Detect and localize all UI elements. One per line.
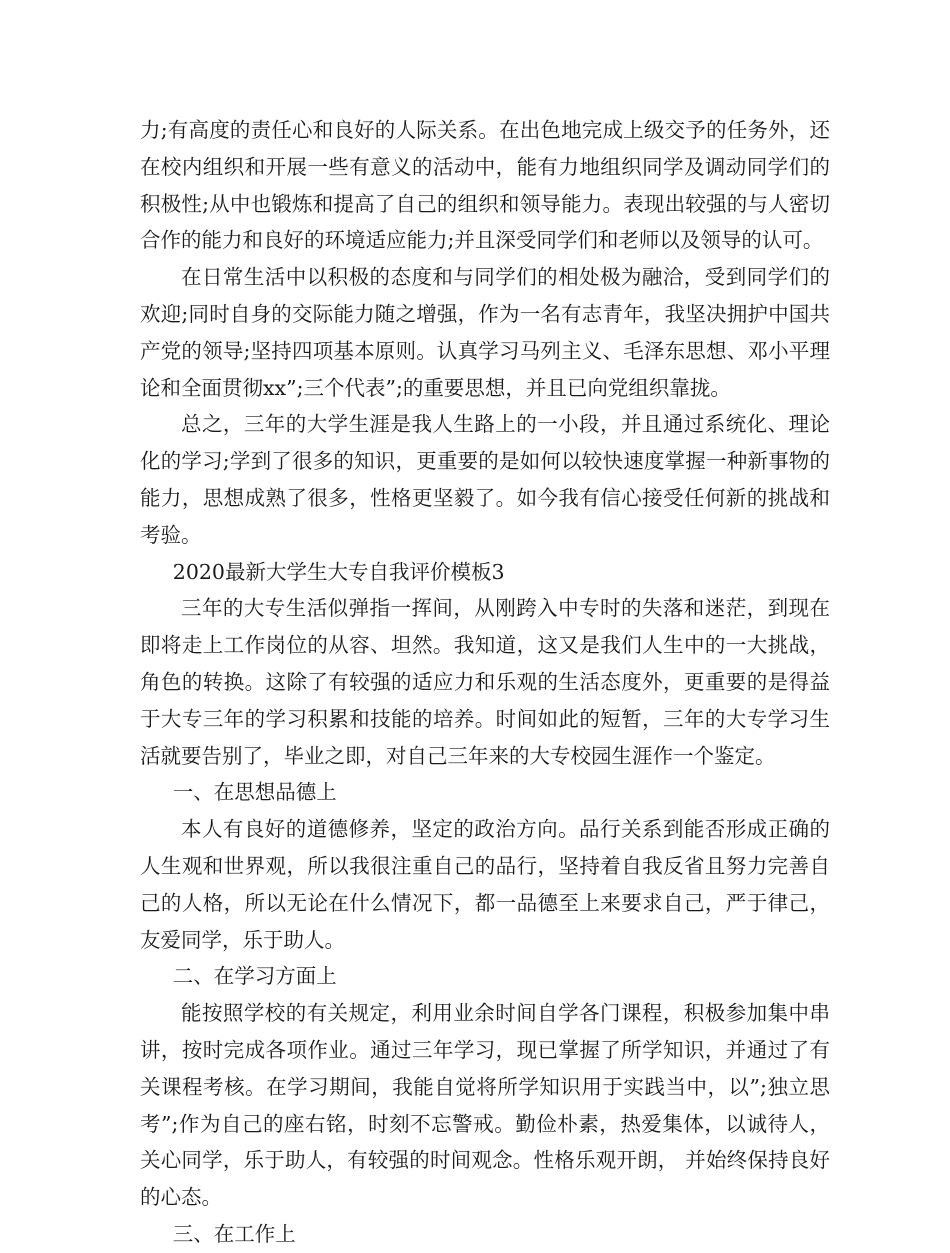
document-body <box>140 112 830 1253</box>
heading-study: 二、在学习方面上 <box>172 964 337 989</box>
paragraph-daily-life: 在日常生活中以积极的态度和与同学们的相处极为融洽，受到同学们的欢迎;同时自身的交际能力随之增强，作为一名有志青年，我坚决拥护中国共产党的领导;坚持四项基本原则。认真学习马列主义、毛泽东思想、邓小平理论和全面贯彻xx”;三个代表”;的重要思想，并且已向党组织靠拢。 <box>140 265 830 400</box>
paragraph-intro: 三年的大专生活似弹指一挥间，从刚跨入中专时的失落和迷茫，到现在即将走上工作岗位的从容、坦然。我知道，这又是我们人生中的一大挑战，角色的转换。这除了有较强的适应力和乐观的生活态度外，更重要的是得益于大专三年的学习积累和技能的培养。时间如此的短暂，三年的大专学习生活就要告别了，毕业之即，对自己三年来的大专校园生涯作一个鉴定。 <box>140 596 830 768</box>
paragraph-responsibility: 力;有高度的责任心和良好的人际关系。在出色地完成上级交予的任务外，还在校内组织和开展一些有意义的活动中，能有力地组织同学及调动同学们的积极性;从中也锻炼和提高了自己的组织和领导能力。表现出较强的与人密切合作的能力和良好的环境适应能力;并且深受同学们和老师以及领导的认可。 <box>140 118 830 253</box>
heading-work: 三、在工作上 <box>172 1221 296 1246</box>
paragraph-study: 能按照学校的有关规定，利用业余时间自学各门课程，积极参加集中串讲，按时完成各项作业。通过三年学习，现已掌握了所学知识，并通过了有关课程考核。在学习期间，我能自觉将所学知识用于实践当中，以”;独立思考”;作为自己的座右铭，时刻不忘警戒。勤俭朴素，热爱集体，以诚待人，关心同学，乐于助人，有较强的时间观念。性格乐观开朗， 并始终保持良好的心态。 <box>140 1001 830 1210</box>
heading-ideology: 一、在思想品德上 <box>172 780 337 805</box>
paragraph-summary: 总之，三年的大学生涯是我人生路上的一小段，并且通过系统化、理论化的学习;学到了很多的知识，更重要的是如何以较快速度掌握一种新事物的能力，思想成熟了很多，性格更坚毅了。如今我有信心接受任何新的挑战和考验。 <box>140 412 830 547</box>
paragraph-ideology: 本人有良好的道德修养，坚定的政治方向。品行关系到能否形成正确的人生观和世界观，所以我很注重自己的品行，坚持着自我反省且努力完善自己的人格，所以无论在什么情况下，都一品德至上来要求自己，严于律己，友爱同学，乐于助人。 <box>140 817 830 952</box>
section-title-template-3: 2020最新大学生大专自我评价模板3 <box>172 559 505 584</box>
